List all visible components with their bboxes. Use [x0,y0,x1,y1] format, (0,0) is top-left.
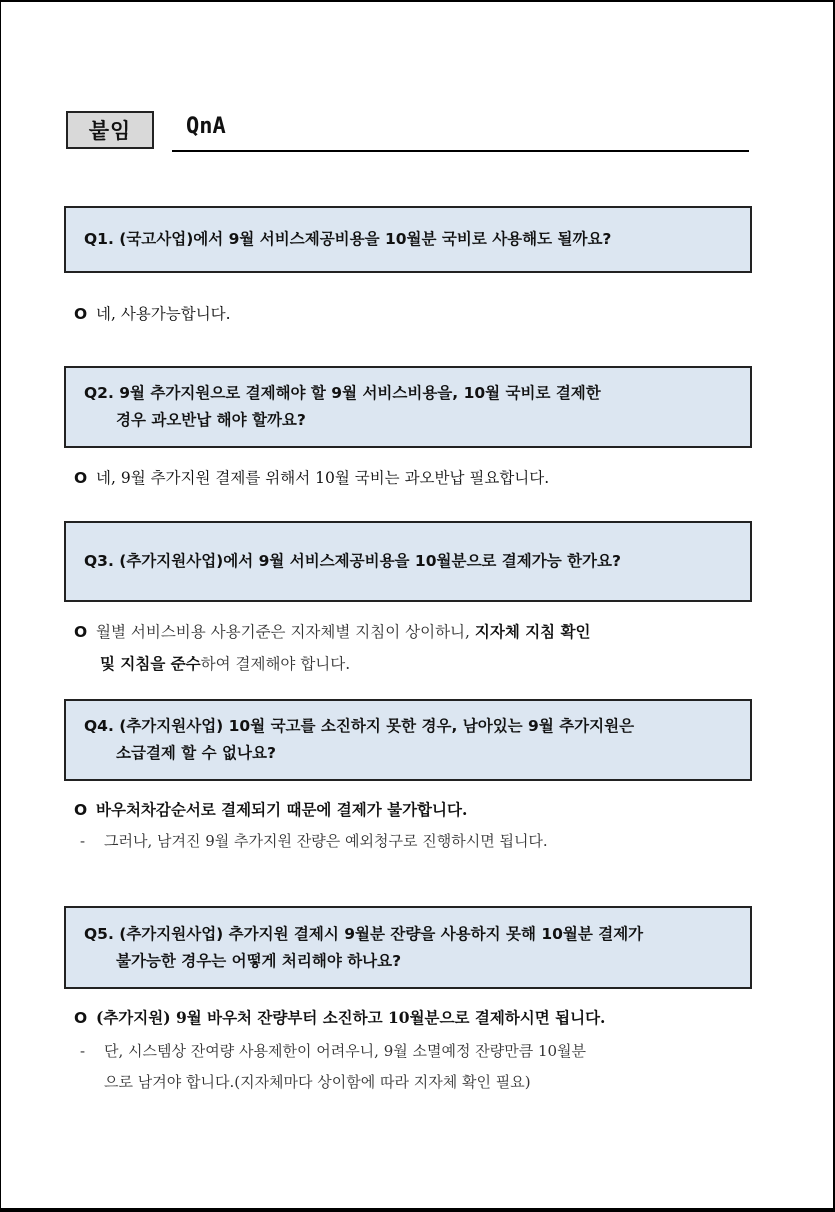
answer-text: 바우처차감순서로 결제되기 때문에 결제가 불가합니다. [96,800,468,819]
question-box-4 [64,699,752,781]
answer-emphasis: 지자체 지침 확인 [474,622,591,641]
title-underline [172,150,749,152]
attachment-badge: 붙임 [66,111,154,149]
question-box-1 [64,206,752,273]
circle-bullet: O [74,801,88,819]
answer-3-continued [100,652,350,674]
answer-5-note-continued: 으로 남겨야 합니다.(지자체마다 상이함에 따라 지자체 확인 필요) [104,1073,531,1091]
answer-1 [74,302,231,324]
answer-4-note [80,830,548,851]
answer-text: 월별 서비스비용 사용기준은 지자체별 지침이 상이하니, [96,623,475,641]
answer-text: (추가지원) 9월 바우처 잔량부터 소진하고 10월분으로 결제하시면 됩니다. [96,1008,606,1027]
question-text-continued: 소급결제 할 수 없나요? [116,744,276,762]
dash-bullet: - [80,832,86,850]
question-text: Q2. 9월 추가지원으로 결제해야 할 9월 서비스비용을, 10월 국비로 결제한 [84,384,601,402]
answer-emphasis: 및 지침을 준수 [100,654,201,673]
answer-5 [74,1006,605,1028]
page-border-left [0,0,1,1212]
question-box-3 [64,521,752,602]
question-box-2 [64,366,752,448]
answer-4 [74,798,467,820]
page-border-bottom [0,1208,835,1212]
answer-3 [74,620,590,642]
dash-bullet: - [80,1042,86,1060]
answer-text: 하여 결제해야 합니다. [200,655,351,673]
question-text: Q3. (추가지원사업)에서 9월 서비스제공비용을 10월분으로 결제가능 한가요? [84,552,621,570]
page-border-top [0,0,835,2]
circle-bullet: O [74,469,88,487]
circle-bullet: O [74,623,88,641]
question-box-5 [64,906,752,989]
circle-bullet: O [74,1009,88,1027]
circle-bullet: O [74,305,88,323]
page-title: QnA [186,114,226,139]
answer-text: 네, 사용가능합니다. [96,305,231,323]
answer-2 [74,466,549,488]
answer-5-note [80,1040,586,1061]
note-text: 그러나, 남겨진 9월 추가지원 잔량은 예외청구로 진행하시면 됩니다. [104,832,548,850]
question-text-continued: 경우 과오반납 해야 할까요? [116,411,306,429]
question-text: Q5. (추가지원사업) 추가지원 결제시 9월분 잔량을 사용하지 못해 10월분 결제가 [84,924,644,943]
question-text: Q1. (국고사업)에서 9월 서비스제공비용을 10월분 국비로 사용해도 될까요? [84,230,612,248]
question-text-continued: 불가능한 경우는 어떻게 처리해야 하나요? [116,951,402,970]
question-text: Q4. (추가지원사업) 10월 국고를 소진하지 못한 경우, 남아있는 9월 추가지원은 [84,717,635,735]
note-text: 단, 시스템상 잔여량 사용제한이 어려우니, 9월 소멸예정 잔량만큼 10월분 [104,1042,587,1060]
answer-text: 네, 9월 추가지원 결제를 위해서 10월 국비는 과오반납 필요합니다. [96,469,550,487]
